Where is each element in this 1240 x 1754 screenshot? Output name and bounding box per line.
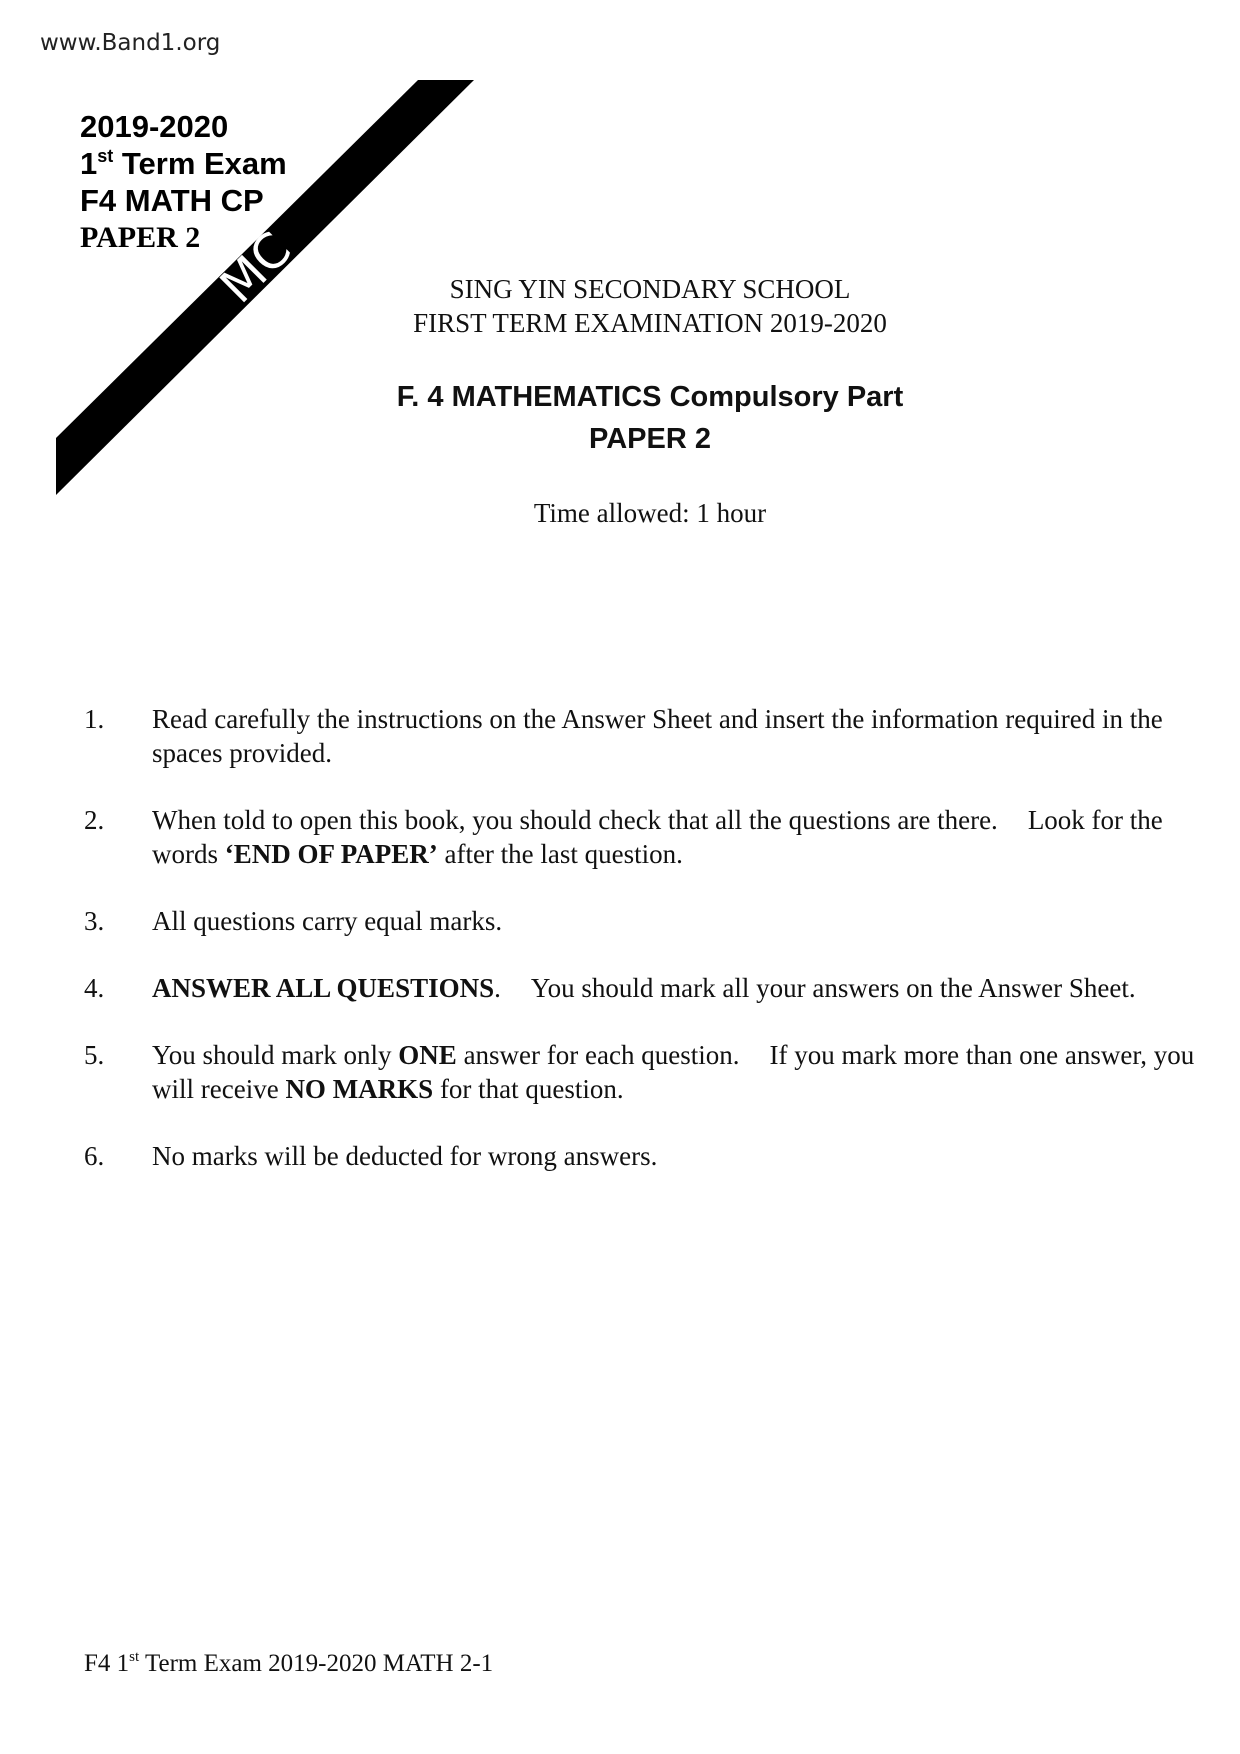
corner-paper: PAPER 2 [80, 221, 201, 254]
instruction-text [152, 971, 1204, 1005]
corner-year: 2019-2020 [80, 109, 229, 144]
instruction-number: 1. [84, 704, 105, 734]
instruction-text: All questions carry equal marks. [152, 906, 503, 936]
page-footer [84, 1650, 493, 1678]
footer-text: Term Exam 2019-2020 MATH 2-1 [139, 1650, 494, 1677]
instruction-text: No marks will be deducted for wrong answers. [152, 1141, 658, 1171]
instruction-segment: If you mark more than one answer, you will receive [152, 1040, 1195, 1104]
instruction-bold: ‘END OF PAPER’ [224, 839, 438, 869]
subject-name: F. 4 MATHEMATICS Compulsory Part [396, 381, 904, 413]
instruction-bold: ONE [398, 1040, 457, 1070]
instruction-bold: ANSWER ALL QUESTIONS [152, 973, 495, 1003]
instruction-item [84, 971, 1204, 1005]
corner-term-num: 1 [80, 146, 98, 181]
instruction-segment: You should mark only [152, 1040, 399, 1070]
instruction-text [152, 1038, 1204, 1106]
instruction-text [152, 803, 1204, 871]
paper-name: PAPER 2 [589, 423, 711, 455]
corner-course: F4 MATH CP [80, 183, 264, 218]
instruction-segment: When told to open this book, you should check that all the questions are there. [152, 805, 998, 835]
instruction-segment: after the last question. [437, 839, 683, 869]
instruction-number: 3. [84, 906, 105, 936]
time-allowed: Time allowed: 1 hour [533, 498, 767, 528]
instruction-segment: You should mark all your answers on the Answer Sheet. [530, 973, 1136, 1003]
exam-name: FIRST TERM EXAMINATION 2019-2020 [413, 308, 887, 338]
watermark-url: www.Band1.org [40, 30, 221, 56]
instruction-item [84, 702, 1204, 770]
instruction-segment: answer for each question. [456, 1040, 740, 1070]
corner-term [80, 145, 287, 182]
school-header [0, 272, 1240, 340]
banner-label: MC [209, 221, 303, 315]
instruction-number: 6. [84, 1141, 105, 1171]
school-name: SING YIN SECONDARY SCHOOL [449, 274, 851, 304]
instruction-number: 2. [84, 805, 105, 835]
corner-term-rest: Term Exam [113, 146, 287, 181]
instruction-segment: for that question. [433, 1074, 624, 1104]
instructions-list [84, 702, 1204, 1206]
instruction-item [84, 1038, 1204, 1106]
instruction-number: 4. [84, 973, 105, 1003]
instruction-item [84, 803, 1204, 871]
instruction-item [84, 1139, 1204, 1173]
instruction-text: Read carefully the instructions on the Answer Sheet and insert the information required in the spaces provided. [152, 704, 1163, 768]
subject-title [0, 376, 1240, 460]
footer-sup: st [129, 1649, 140, 1665]
instruction-bold: NO MARKS [285, 1074, 434, 1104]
corner-label [80, 108, 287, 256]
instruction-segment: Look for the words [152, 805, 1163, 869]
footer-text: F4 1 [84, 1650, 130, 1677]
instruction-item [84, 904, 1204, 938]
instruction-number: 5. [84, 1040, 105, 1070]
instruction-segment: . [494, 973, 501, 1003]
corner-term-sup: st [97, 146, 114, 166]
